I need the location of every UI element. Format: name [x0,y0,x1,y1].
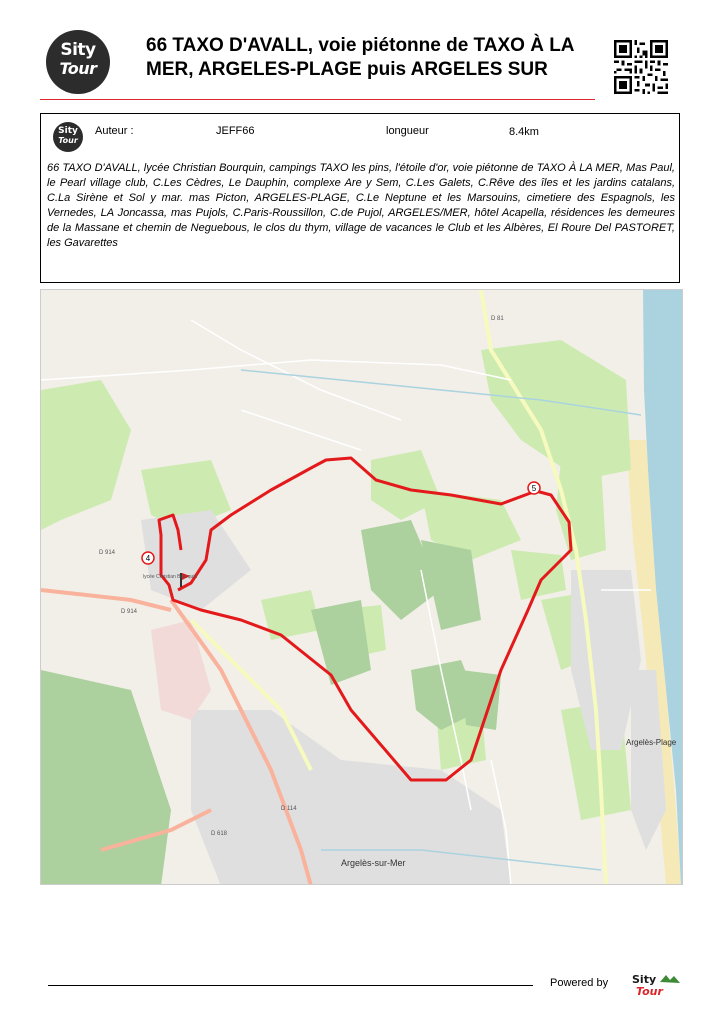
footer-divider [48,985,533,986]
marker-5[interactable] [528,482,540,494]
sitytour-logo [46,30,110,94]
author-label: Auteur : [95,125,134,137]
small-logo-tour: Tour [58,136,78,145]
route-map[interactable] [40,289,683,885]
header-divider [40,99,595,100]
svg-text:4: 4 [145,554,151,563]
page-title: 66 TAXO D'AVALL, voie piétonne de TAXO À LA MER, ARGELES-PLAGE puis ARGELES SUR [146,35,574,80]
powered-by-label: Powered by [550,977,609,989]
svg-text:Sity: Sity [632,973,657,986]
svg-text:D 618: D 618 [211,831,228,837]
svg-text:Argelès-sur-Mer: Argelès-sur-Mer [341,858,406,868]
sitytour-small-logo [53,122,83,152]
qr-code-icon [614,40,668,94]
svg-text:D 914: D 914 [121,609,138,615]
svg-text:D 114: D 114 [281,806,297,812]
svg-text:D 81: D 81 [491,316,504,322]
logo-text-tour: Tour [59,59,97,78]
route-description: 66 TAXO D'AVALL, lycée Christian Bourquin, campings TAXO les pins, l'étoile d'or, voie piétonne de TAXO À LA MER, Mas Paul, le Pearl village club, C.Les Cèdres, Le Dauphin, complexe Are y Sem, C.Les Galets, C.Rêve des îles et les jardins catalans, C.La Sirène et Sol y mar. mas Picton, ARGELES-PLAGE, C.Le Neptune et les Marsouins, cimetiere des Espagnols, les Vernedes, LA Joncassa, mas Pujols, C.Paris-Roussillon, C.de Pujol, ARGELES/MER, hôtel Acapella, résidences les demeures de la Massane et chemin de Neguebous, le clos du thym, village de vacances le Club et les Albères, El Roure Del PASTORET, les Gavarettes [47,162,675,249]
length-value: 8.4km [509,126,539,138]
route-info-box [40,113,680,283]
logo-text-sity: Sity [60,40,96,60]
sitytour-footer-logo [630,972,686,998]
svg-text:5: 5 [531,484,537,493]
svg-text:D 914: D 914 [99,550,116,556]
author-value: JEFF66 [216,125,255,137]
svg-text:Argelès-Plage: Argelès-Plage [626,738,677,747]
small-logo-sity: Sity [58,126,78,136]
svg-text:Tour: Tour [636,985,663,998]
marker-4[interactable] [142,552,154,564]
svg-text:lycée Christian Bourquin: lycée Christian Bourquin [143,574,198,580]
length-label: longueur [386,125,429,137]
map-canvas [41,290,683,885]
